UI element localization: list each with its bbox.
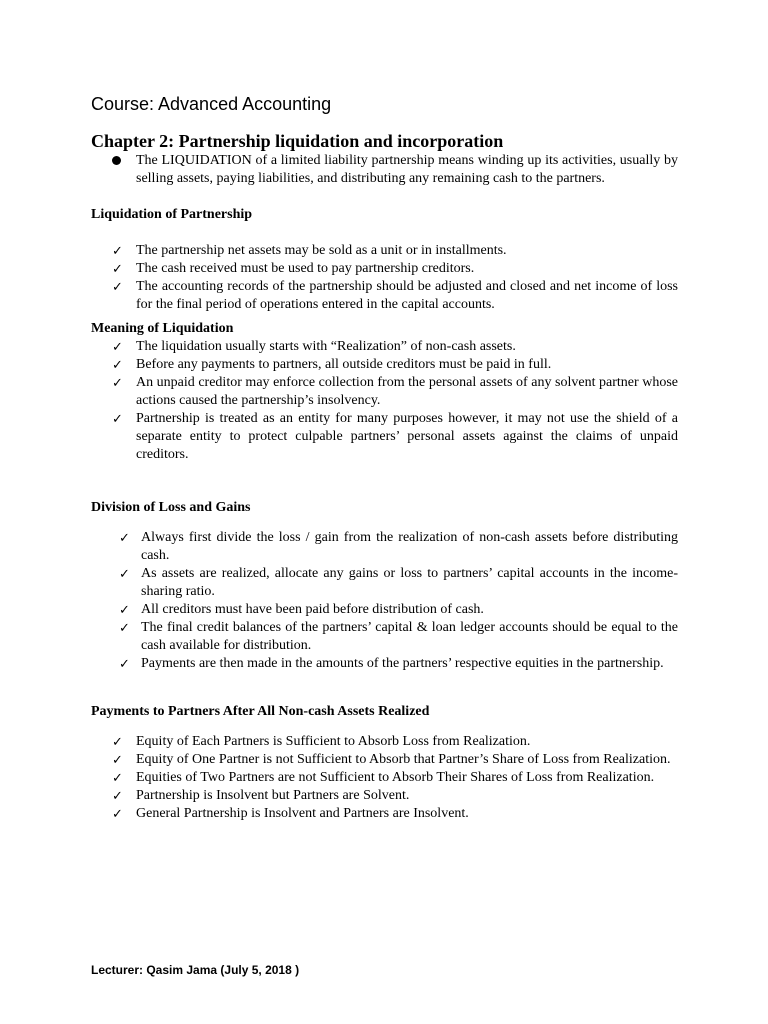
checkmark-icon: ✓ xyxy=(112,339,123,354)
checkmark-icon: ✓ xyxy=(112,375,123,390)
list-item: ✓ An unpaid creditor may enforce collection from the personal assets of any solvent partner whose actions caused the partnership’s insolvency. xyxy=(112,375,678,408)
checkmark-icon: ✓ xyxy=(119,602,130,617)
checkmark-icon: ✓ xyxy=(119,620,130,635)
list-item: ✓ Equity of One Partner is not Sufficient to Absorb that Partner’s Share of Loss from Realization. xyxy=(112,752,671,767)
checkmark-icon: ✓ xyxy=(112,806,123,821)
list-item: ✓ All creditors must have been paid before distribution of cash. xyxy=(119,602,484,617)
list-item: ✓ As assets are realized, allocate any gains or loss to partners’ capital accounts in the income-sharing ratio. xyxy=(119,566,678,599)
section-meaning-of-liquidation xyxy=(91,320,678,464)
section-division-of-loss-and-gains xyxy=(91,499,678,673)
checkmark-icon: ✓ xyxy=(119,656,130,671)
checkmark-icon: ✓ xyxy=(112,357,123,372)
checkmark-icon: ✓ xyxy=(112,734,123,749)
checkmark-icon: ✓ xyxy=(112,770,123,785)
list-item: ✓ The cash received must be used to pay partnership creditors. xyxy=(112,261,475,276)
checkmark-icon: ✓ xyxy=(112,243,123,258)
list-item: ✓ General Partnership is Insolvent and Partners are Insolvent. xyxy=(112,806,469,821)
section-heading: Meaning of Liquidation xyxy=(91,321,234,336)
section-heading: Division of Loss and Gains xyxy=(91,500,251,515)
intro-bullet-item xyxy=(112,152,678,188)
list-item: ✓ Partnership is Insolvent but Partners are Solvent. xyxy=(112,788,410,803)
list-item: ✓ Payments are then made in the amounts of the partners’ respective equities in the partnership. xyxy=(119,656,664,671)
checkmark-icon: ✓ xyxy=(119,566,130,581)
section-payments-to-partners xyxy=(91,703,678,823)
bullet-dot-icon xyxy=(112,156,121,165)
course-title: Course: Advanced Accounting xyxy=(91,94,332,114)
checkmark-icon: ✓ xyxy=(112,279,123,294)
section-heading: Payments to Partners After All Non-cash Assets Realized xyxy=(91,704,430,719)
list-item: ✓ The partnership net assets may be sold as a unit or in installments. xyxy=(112,243,507,258)
section-heading: Liquidation of Partnership xyxy=(91,207,253,222)
lecturer-footer: Lecturer: Qasim Jama (July 5, 2018 ) xyxy=(91,963,300,977)
intro-bullet-text: The LIQUIDATION of a limited liability partnership means winding up its activities, usually by selling assets, paying liabilities, and distributing any remaining cash to the partners. xyxy=(136,153,678,186)
list-item: ✓ The accounting records of the partnership should be adjusted and closed and net income of loss for the final period of operations entered in the capital accounts. xyxy=(112,279,678,312)
list-item: ✓ Equities of Two Partners are not Sufficient to Absorb Their Shares of Loss from Realization. xyxy=(112,770,655,785)
list-item: ✓ Partnership is treated as an entity for many purposes however, it may not use the shield of a separate entity to protect culpable partners’ personal assets against the claims of unpaid creditors. xyxy=(112,411,678,462)
intro-block xyxy=(112,152,678,188)
checkmark-icon: ✓ xyxy=(119,530,130,545)
list-item: ✓ Before any payments to partners, all outside creditors must be paid in full. xyxy=(112,357,552,372)
list-item: ✓ The final credit balances of the partners’ capital & loan ledger accounts should be equal to the cash available for distribution. xyxy=(119,620,678,653)
checkmark-icon: ✓ xyxy=(112,261,123,276)
checkmark-icon: ✓ xyxy=(112,752,123,767)
list-item: ✓ Equity of Each Partners is Sufficient to Absorb Loss from Realization. xyxy=(112,734,531,749)
list-item: ✓ The liquidation usually starts with “Realization” of non-cash assets. xyxy=(112,339,516,354)
checkmark-icon: ✓ xyxy=(112,788,123,803)
list-item: ✓ Always first divide the loss / gain from the realization of non-cash assets before distributing cash. xyxy=(119,530,678,563)
chapter-title: Chapter 2: Partnership liquidation and incorporation xyxy=(91,131,504,151)
section-liquidation-of-partnership xyxy=(91,206,678,314)
checkmark-icon: ✓ xyxy=(112,411,123,426)
